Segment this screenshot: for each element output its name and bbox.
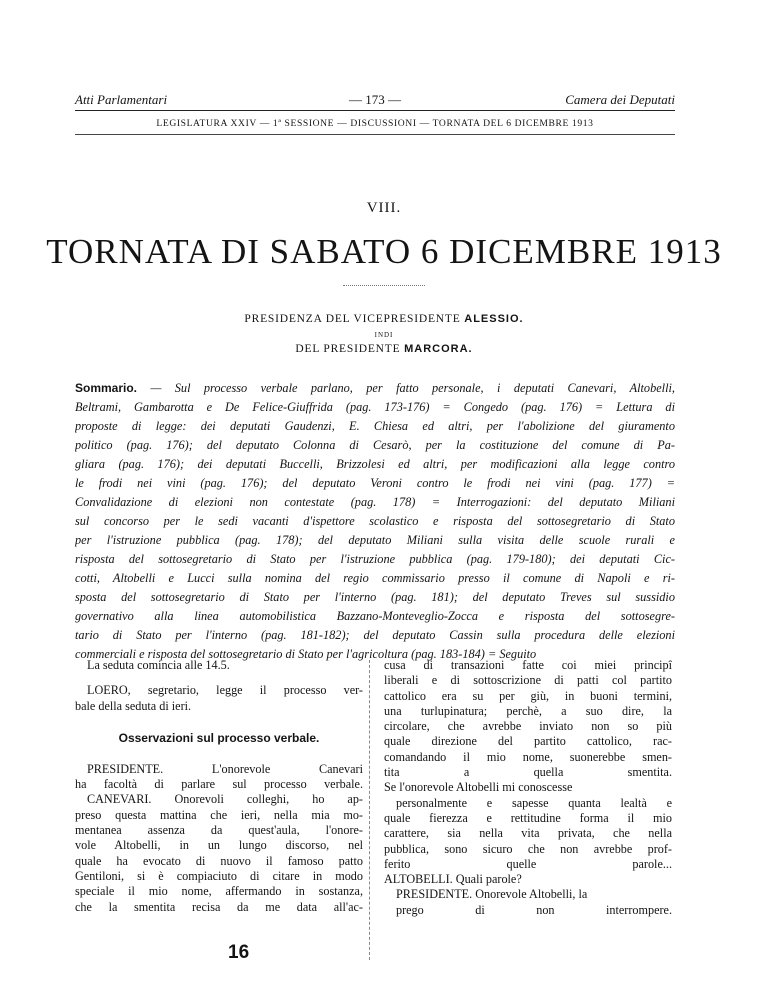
paragraph-line: pubblica, sono sicuro che non avrebbe prof-: [384, 841, 672, 856]
header-left: Atti Parlamentari: [75, 92, 168, 107]
summary-line: per l'istruzione pubblica (pag. 178); del deputato Miliani sulla visita delle scuole rurali e: [75, 533, 675, 547]
paragraph-line: cattolico era su per giù, in buoni termini,: [384, 688, 672, 703]
summary-line: politico (pag. 176); del deputato Colonna di Cesarò, per la costituzione del comune di Pa-: [75, 438, 675, 452]
presidency-label: PRESIDENZA DEL VICEPRESIDENTE: [244, 313, 461, 325]
summary-line: sposta del sottosegretario di Stato per l'interno (pag. 181); del deputato Treves sul sussidio: [75, 590, 675, 604]
signature-number: 16: [228, 942, 250, 963]
paragraph-line: PRESIDENTE. Onorevole Altobelli, la: [396, 887, 588, 902]
paragraph-line: liberali e di sottoscrizione di patti col partito: [384, 673, 672, 688]
summary-line: le frodi nei vini (pag. 176); del deputato Veroni contro le frodi nei vini (pag. 177) =: [75, 476, 675, 490]
paragraph-line: quale ha evocato di nuovo il famoso patto: [75, 853, 363, 868]
paragraph-line: personalmente e sapesse quanta lealtà e: [396, 795, 672, 810]
header-rule: [75, 110, 675, 111]
header-right: Camera dei Deputati: [565, 92, 675, 107]
paragraph-line: ferito quelle parole...: [384, 856, 672, 871]
summary: [75, 379, 675, 664]
subheader-rule: [75, 134, 675, 135]
paragraph-line: quale direzione del partito cattolico, rac-: [384, 734, 672, 749]
presidency-name: ALESSIO.: [464, 313, 524, 325]
paragraph-line: tita a quella smentita.: [384, 765, 672, 780]
paragraph-line: quale fierezza e rettitudine forma il mio: [384, 810, 672, 825]
text-column-left: [75, 658, 363, 930]
summary-line: Sommario. — Sul processo verbale parlano, per fatto personale, i deputati Canevari, Altobelli,: [75, 381, 675, 395]
paragraph-line: carattere, sia nella vita privata, che nella: [384, 826, 672, 841]
page-title: TORNATA DI SABATO 6 DICEMBRE 1913: [46, 232, 722, 271]
president-name: MARCORA.: [404, 343, 473, 355]
paragraph-line: ALTOBELLI. Quali parole?: [384, 872, 522, 887]
summary-line: sul concorso per le sedi vacanti d'ispettore scolastico e risposta del sottosegretario di Stato: [75, 514, 675, 528]
summary-line: proposte di legge: dei deputati Gaudenzi, E. Chiesa ed altri, per l'abolizione del giuramento: [75, 419, 675, 433]
paragraph-line: La seduta comincia alle 14.5.: [87, 658, 230, 672]
paragraph-line: ha facoltà di parlare sul processo verbale.: [75, 777, 363, 792]
section-heading: Osservazioni sul processo verbale.: [118, 730, 320, 745]
paragraph-line: vole Altobelli, in un lungo discorso, nel: [75, 838, 363, 853]
title-rule: [343, 285, 425, 286]
paragraph-line: comandando il mio nome, suonerebbe smen-: [384, 749, 672, 764]
paragraph-line: circolare, che avrebbe inviato non so più: [384, 719, 672, 734]
summary-line: commerciali e risposta del sottosegretario di Stato per l'agricoltura (pag. 183-184) = Seguito: [75, 647, 537, 661]
summary-line: gliara (pag. 176); dei deputati Buccelli, Brizzolesi ed altri, per modificazioni alla legge contro: [75, 457, 675, 471]
text-column-right: [384, 658, 672, 933]
summary-line: cotti, Altobelli e Lucci sulla nomina del regio commissario presso il comune di Napoli e ri-: [75, 571, 675, 585]
paragraph-line: una turlupinatura; perchè, a suo dire, la: [384, 703, 672, 718]
paragraph-line: bale della seduta di ieri.: [75, 698, 192, 713]
summary-line: risposta del sottosegretario di Stato per l'istruzione pubblica (pag. 179-180); dei deputati Cic-: [75, 552, 675, 566]
summary-label: Sommario.: [75, 381, 138, 395]
presidency-line: [0, 313, 768, 325]
paragraph-line: mentanea assenza da quest'aula, l'onore-: [75, 823, 363, 838]
president-label: DEL PRESIDENTE: [295, 343, 401, 355]
page-number: — 173 —: [349, 92, 401, 107]
president-line: [0, 343, 768, 355]
paragraph-line: che la smentita recisa da me data all'ac-: [75, 899, 363, 914]
paragraph-line: Gentiloni, si è compiaciuto di citare in modo: [75, 868, 363, 883]
paragraph-line: PRESIDENTE. L'onorevole Canevari: [87, 761, 363, 776]
paragraph-line: LOERO, segretario, legge il processo ver-: [87, 683, 363, 698]
sitting-number: VIII.: [366, 200, 402, 216]
paragraph-line: Se l'onorevole Altobelli mi conoscesse: [384, 780, 573, 795]
summary-line: Beltrami, Gambarotta e De Felice-Giuffrida (pag. 173-176) = Congedo (pag. 176) = Lettura di: [75, 400, 675, 414]
paragraph-line: prego di non interrompere.: [396, 902, 672, 917]
session-line: LEGISLATURA XXIV — 1ª SESSIONE — DISCUSSIONI — TORNATA DEL 6 DICEMBRE 1913: [156, 118, 594, 129]
summary-line: tario di Stato per l'interno (pag. 181-182); del deputato Cassin sulla procedura delle elezioni: [75, 628, 675, 642]
paragraph-line: cusa di transazioni fatte coi miei principî: [384, 658, 672, 672]
paragraph-line: [384, 918, 672, 933]
summary-line: Convalidazione di elezioni non contestate (pag. 178) = Interrogazioni: del deputato Miliani: [75, 495, 675, 509]
paragraph-line: preso questa mattina che ieri, nella mia mo-: [75, 807, 363, 822]
column-divider: [369, 660, 370, 960]
paragraph-line: CANEVARI. Onorevoli colleghi, ho ap-: [87, 792, 363, 807]
paragraph-line: speciale il mio nome, affermando in sostanza,: [75, 884, 363, 899]
indi-label: INDI: [374, 331, 394, 339]
paragraph-line: [75, 915, 363, 930]
running-header: [75, 92, 675, 110]
summary-line: governativo alla linea automobilistica Bazzano-Monteveglio-Zocca e risposta del sottosegre-: [75, 609, 675, 623]
